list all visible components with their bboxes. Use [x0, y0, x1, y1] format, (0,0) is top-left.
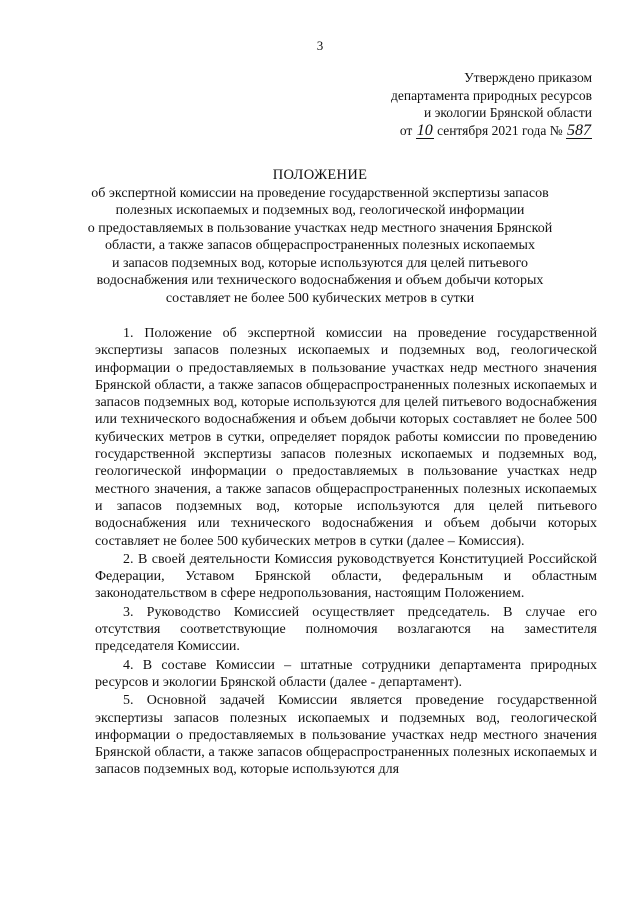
paragraph-4: 4. В составе Комиссии – штатные сотрудники департамента природных ресурсов и экологии Брянской области (далее - департамент).: [95, 657, 597, 690]
document-subtitle-line: об экспертной комиссии на проведение государственной экспертизы запасов: [91, 185, 549, 201]
approval-line: и экологии Брянской области: [424, 105, 592, 120]
handwritten-day: 10: [416, 121, 433, 139]
approval-line: департамента природных ресурсов: [390, 87, 592, 103]
document-subtitle-line: водоснабжения или технического водоснабжения и объем добычи которых: [96, 273, 544, 288]
document-title: ПОЛОЖЕНИЕ: [272, 167, 368, 183]
document-body: [95, 325, 597, 779]
document-subtitle-line: и запасов подземных вод, которые используются для целей питьевого: [111, 255, 529, 271]
page-number: 3: [316, 38, 324, 53]
document-subtitle-line: составляет не более 500 кубических метров в сутки: [165, 290, 475, 306]
handwritten-order-number: 587: [567, 121, 591, 139]
paragraph-3: 3. Руководство Комиссией осуществляет председатель. В случае его отсутствия соответствующие полномочия возлагаются на заместителя председателя Комиссии.: [95, 604, 597, 655]
document-subtitle-line: о предоставляемых в пользование участках недр местного значения Брянской: [87, 220, 553, 236]
paragraph-1: 1. Положение об экспертной комиссии на проведение государственной экспертизы запасов полезных ископаемых и подземных вод, геологической информации о предоставляемых в пользование участках недр местного значения Брянской области, а также запасов общераспространенных полезных ископаемых и запасов подземных вод, которые используются для целей питьевого водоснабжения или технического водоснабжения и объем добычи которых составляет не более 500 кубических метров в сутки, определяет порядок работы комиссии по проведению государственной экспертизы запасов полезных ископаемых и подземных вод, геологической информации о предоставляемых в пользование участках недр местного значения, а также запасов общераспространенных полезных ископаемых и запасов подземных вод, которые используются для целей питьевого водоснабжения или технического водоснабжения и объем добычи которых составляет не более 500 кубических метров в сутки (далее – Комиссия).: [95, 326, 597, 549]
paragraph-2: 2. В своей деятельности Комиссия руководствуется Конституцией Российской Федерации, Уставом Брянской области, федеральным и областным законодательством в сфере недропользования, настоящим Положением.: [95, 551, 597, 602]
document-subtitle-line: полезных ископаемых и подземных вод, геологической информации: [115, 203, 525, 218]
paragraph-5: 5. Основной задачей Комиссии является проведение государственной экспертизы запасов полезных ископаемых и подземных вод, геологической информации о предоставляемых в пользование участках недр местного значения Брянской области, а также запасов общераспространенных полезных ископаемых и запасов подземных вод, которые используются для: [95, 693, 597, 778]
approval-block: [391, 69, 592, 139]
document-title-block: [0, 167, 640, 307]
approval-date-line: [391, 122, 592, 140]
approval-date-prefix: от: [399, 122, 413, 138]
approval-line: Утверждено приказом: [464, 70, 592, 85]
approval-date-middle: сентября 2021 года №: [437, 122, 563, 138]
document-subtitle-line: области, а также запасов общераспространенных полезных ископаемых: [105, 238, 535, 253]
